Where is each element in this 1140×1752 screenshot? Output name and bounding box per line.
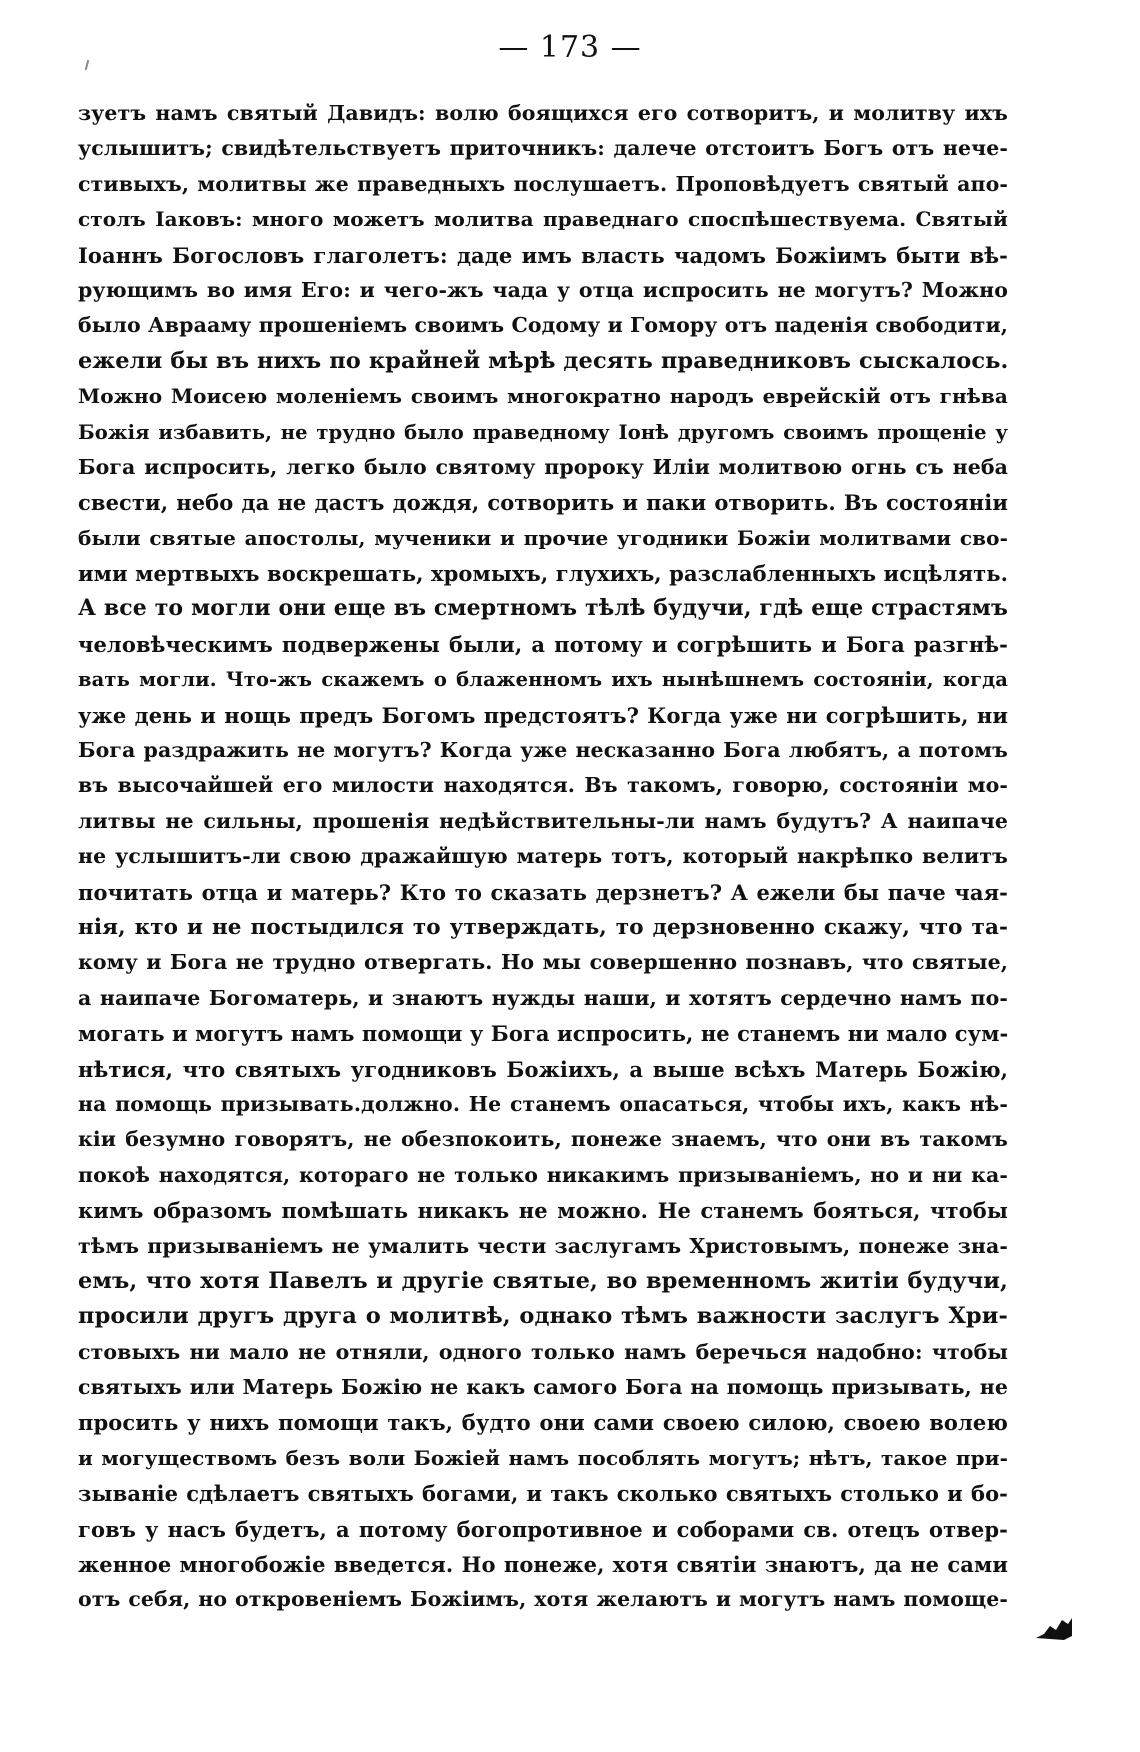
- text-line: тѣмъ призываніемъ не умалить чести заслугамъ Христовымъ, понеже зна-: [78, 1233, 1008, 1258]
- text-line: на помощь призывать.должно. Не станемъ опасаться, чтобы ихъ, какъ нѣ-: [78, 1091, 1008, 1116]
- text-line: святыхъ или Матерь Божію не какъ самого Бога на помощь призывать, не: [78, 1375, 1008, 1400]
- text-line: не услышитъ-ли свою дражайшую матерь тотъ, который накрѣпко велитъ: [78, 844, 1008, 869]
- text-line: женное многобожіе введется. Но понеже, хотя святіи знаютъ, да не сами: [78, 1552, 1008, 1578]
- text-line: было Аврааму прошеніемъ своимъ Содому и Гомору отъ паденія свободити,: [78, 313, 1008, 338]
- text-line: кіи безумно говорятъ, не обезпокоить, понеже знаемъ, что они въ такомъ: [78, 1127, 1008, 1152]
- text-line: говъ у насъ будетъ, а потому богопротивное и соборами св. отецъ отвер-: [78, 1516, 1008, 1542]
- text-line: вать могли. Что-жъ скажемъ о блаженномъ ихъ нынѣшнемъ состояніи, когда: [78, 668, 1008, 692]
- text-line: Бога раздражить не могутъ? Когда уже несказанно Бога любятъ, а потомъ: [78, 738, 1008, 763]
- text-line: емъ, что хотя Павелъ и другіе святые, во временномъ житіи будучи,: [78, 1267, 1008, 1294]
- text-line: стивыхъ, молитвы же праведныхъ послушаетъ. Проповѣдуетъ святый апо-: [78, 171, 1008, 196]
- text-line: уже день и нощь предъ Богомъ предстоятъ? Когда уже ни согрѣшить, ни: [78, 702, 1008, 728]
- ink-blot-icon: [1034, 1616, 1074, 1642]
- text-line: просили другъ друга о молитвѣ, однако тѣмъ важности заслугъ Хри-: [78, 1303, 1008, 1330]
- text-line: ими мертвыхъ воскрешать, хромыхъ, глухихъ, разслабленныхъ исцѣлять.: [78, 561, 1008, 587]
- text-line: стовыхъ ни мало не отняли, одного только намъ беречься надобно: чтобы: [78, 1339, 1008, 1364]
- text-line: столъ Іаковъ: много можетъ молитва праведнаго споспѣшествуема. Святый: [78, 207, 1008, 232]
- text-line: кому и Бога не трудно отвергать. Но мы совершенно познавъ, что святые,: [78, 950, 1008, 975]
- text-line: просить у нихъ помощи такъ, будто они сами своею силою, своею волею: [78, 1410, 1008, 1436]
- text-line: Бога испросить, легко было святому пророку Иліи молитвою огнь съ неба: [78, 454, 1008, 479]
- body-text: [78, 96, 1008, 1618]
- text-line: нія, кто и не постыдился то утверждать, то дерзновенно скажу, что та-: [78, 914, 1008, 940]
- text-line: въ высочайшей его милости находятся. Въ такомъ, говорю, состояніи мо-: [78, 773, 1008, 798]
- text-line: Божія избавить, не трудно было праведному Іонѣ другомъ своимъ прощеніе у: [78, 420, 1008, 444]
- text-line: человѣческимъ подвержены были, а потому и согрѣшить и Бога разгнѣ-: [78, 631, 1008, 657]
- page-number: — 173 —: [498, 30, 642, 65]
- text-line: и могуществомъ безъ воли Божіей намъ пособлять могутъ; нѣтъ, такое при-: [78, 1445, 1008, 1470]
- text-line: отъ себя, но откровеніемъ Божіимъ, хотя желаютъ и могутъ намъ помоще-: [78, 1587, 1008, 1612]
- text-line: покоѣ находятся, котораго не только никакимъ призываніемъ, но и ни ка-: [78, 1162, 1008, 1187]
- text-line: зуетъ намъ святый Давидъ: волю боящихся его сотворитъ, и молитву ихъ: [78, 101, 1008, 125]
- text-line: а наипаче Богоматерь, и знаютъ нужды наши, и хотятъ сердечно намъ по-: [78, 985, 1008, 1010]
- text-line: литвы не сильны, прошенія недѣйствительны-ли намъ будутъ? А наипаче: [78, 808, 1008, 833]
- text-line: были святые апостолы, мученики и прочие угодники Божіи молитвами сво-: [78, 525, 1008, 550]
- text-line: Іоаннъ Богословъ глаголетъ: даде имъ власть чадомъ Божіимъ быти вѣ-: [78, 242, 1008, 268]
- text-line: свести, небо да не дастъ дождя, сотворить и паки отворить. Въ состояніи: [78, 490, 1008, 516]
- text-line: рующимъ во имя Его: и чего-жъ чада у отца испросить не могутъ? Можно: [78, 277, 1008, 302]
- text-line: зываніе сдѣлаетъ святыхъ богами, и такъ сколько святыхъ столько и бо-: [78, 1481, 1008, 1507]
- text-line: нѣтися, что святыхъ угодниковъ Божіихъ, а выше всѣхъ Матерь Божію,: [78, 1056, 1008, 1082]
- text-line: почитать отца и матерь? Кто то сказать дерзнетъ? А ежели бы паче чая-: [78, 879, 1008, 905]
- text-line: Можно Моисею моленіемъ своимъ многократно народъ еврейскій отъ гнѣва: [78, 384, 1008, 409]
- text-line: А все то могли они еще въ смертномъ тѣлѣ будучи, гдѣ еще страстямъ: [78, 595, 1008, 622]
- text-line: услышитъ; свидѣтельствуетъ приточникъ: далече отстоитъ Богъ отъ нече-: [78, 136, 1008, 161]
- text-line: могать и могутъ намъ помощи у Бога испросить, не станемъ ни мало сум-: [78, 1021, 1008, 1047]
- text-line: ежели бы въ нихъ по крайней мѣрѣ десять праведниковъ сыскалось.: [78, 347, 1008, 374]
- text-line: кимъ образомъ помѣшать никакъ не можно. Не станемъ бояться, чтобы: [78, 1198, 1008, 1224]
